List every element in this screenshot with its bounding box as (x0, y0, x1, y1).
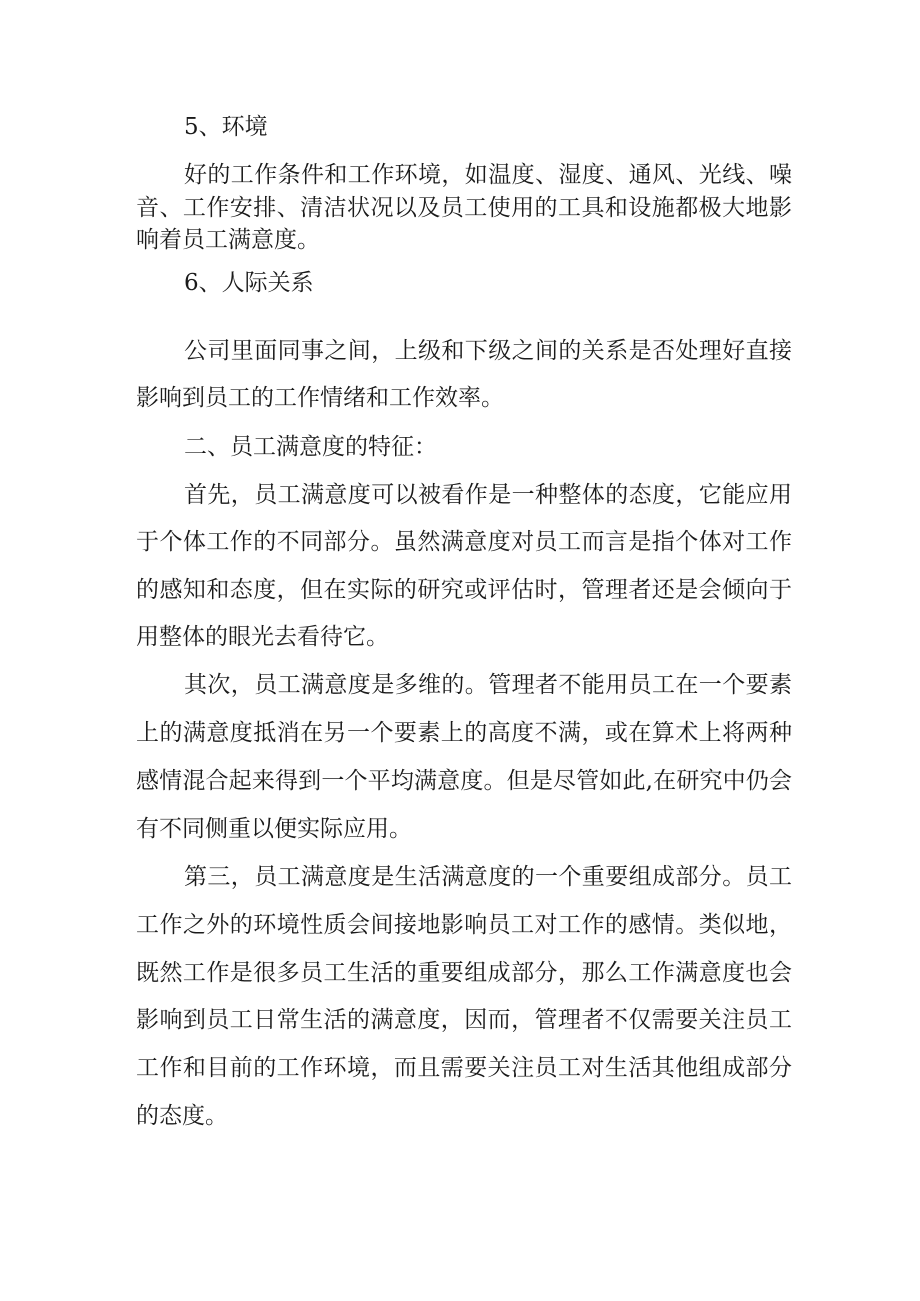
paragraph-line: 有不同侧重以便实际应用。 (136, 816, 412, 842)
paragraph-line: 的感知和态度，但在实际的研究或评估时，管理者还是会倾向于 (136, 577, 792, 603)
paragraph-line: 工作和目前的工作环境，而且需要关注员工对生活其他组成部分 (136, 1055, 792, 1081)
paragraph-line: 影响到员工的工作情绪和工作效率。 (136, 385, 504, 411)
paragraph-line: 其次，员工满意度是多维的。管理者不能用员工在一个要素 (184, 672, 792, 698)
paragraph-line: 于个体工作的不同部分。虽然满意度对员工而言是指个体对工作 (136, 529, 792, 555)
paragraph-line: 公司里面同事之间，上级和下级之间的关系是否处理好直接 (184, 338, 792, 364)
paragraph-line: 工作之外的环境性质会间接地影响员工对工作的感情。类似地， (136, 912, 792, 938)
paragraph-line: 响着员工满意度。 (136, 227, 320, 253)
paragraph-line: 上的满意度抵消在另一个要素上的高度不满，或在算术上将两种 (136, 720, 792, 746)
paragraph-line: 感情混合起来得到一个平均满意度。但是尽管如此,在研究中仍会 (136, 768, 792, 794)
section-heading-relations: 6、人际关系 (184, 270, 314, 296)
paragraph-line: 好的工作条件和工作环境，如温度、湿度、通风、光线、噪 (184, 162, 792, 188)
paragraph-line: 用整体的眼光去看待它。 (136, 624, 389, 650)
section-heading-characteristics: 二、员工满意度的特征： (184, 434, 437, 460)
section-heading-environment: 5、环境 (184, 114, 268, 140)
paragraph-line: 的态度。 (136, 1103, 228, 1129)
paragraph-line: 音、工作安排、清洁状况以及员工使用的工具和设施都极大地影 (136, 195, 792, 221)
paragraph-line: 首先，员工满意度可以被看作是一种整体的态度，它能应用 (184, 482, 792, 508)
paragraph-line: 既然工作是很多员工生活的重要组成部分，那么工作满意度也会 (136, 960, 792, 986)
paragraph-line: 影响到员工日常生活的满意度，因而，管理者不仅需要关注员工 (136, 1007, 792, 1033)
paragraph-line: 第三，员工满意度是生活满意度的一个重要组成部分。员工 (184, 864, 792, 890)
